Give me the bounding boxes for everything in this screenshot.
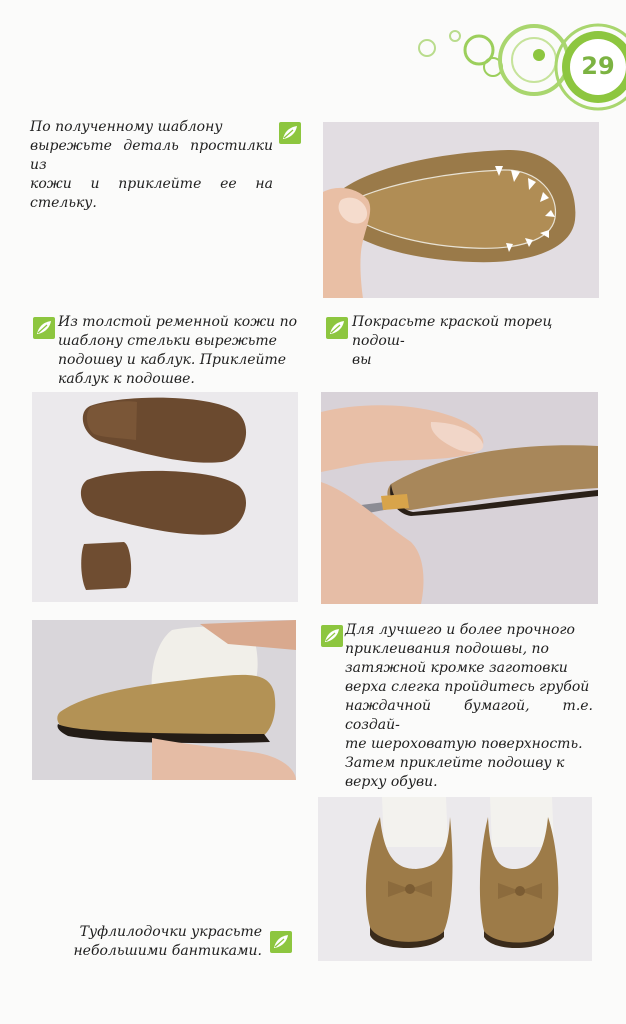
leaf-icon [321, 625, 343, 647]
leaf-icon [270, 931, 292, 953]
step-2-text: Из толстой ременной кожи по шаблону стельки вырежьте подошву и каблук. Приклейте каблук к подошве. [58, 314, 298, 387]
step-3-text: Покрасьте краской торец подош- вы [352, 314, 553, 368]
photo-insole [323, 122, 599, 298]
photo-painting [321, 392, 598, 604]
step-5-text: Туфлилодочки украсьте небольшими бантиками. [73, 924, 262, 959]
photo-glued-shoe [32, 620, 296, 780]
leaf-icon [279, 122, 301, 144]
leaf-icon [326, 317, 348, 339]
page-number: 29 [581, 52, 615, 80]
step-1-text: По полученному шаблону вырежьте деталь простилки из кожи и приклейте ее на стельку. [30, 119, 273, 211]
photo-soles [32, 392, 298, 602]
leaf-icon [33, 317, 55, 339]
photo-finished-shoes [318, 797, 592, 961]
step-4-text: Для лучшего и более прочного приклеивания подошвы, по затяжной кромке заготовки верха слегка пройдитесь грубой наждачной бумагой, т.е. создай- те шероховатую поверхность. Затем приклейте подошву к верху обуви. [345, 622, 593, 790]
